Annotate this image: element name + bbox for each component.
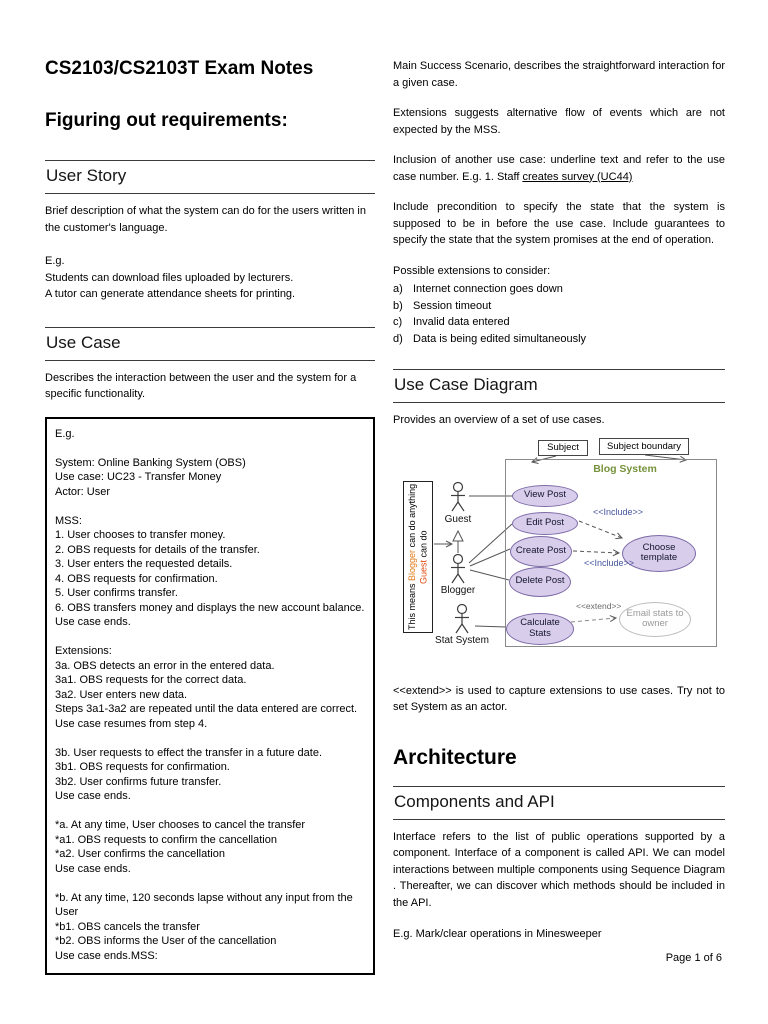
use-case-example-box xyxy=(45,417,375,976)
usecase-oval-edit-post: Edit Post xyxy=(512,512,578,535)
components-api-body: Interface refers to the list of public operations supported by a component. Interface of a component is called API. We can model interactions between multiple components using Sequence Diagram . Thereafter, we can discover which methods should be included in the API. xyxy=(393,830,725,909)
user-story-example-2: A tutor can generate attendance sheets for printing. xyxy=(45,288,296,300)
use-case-example-line: Use case resumes from step 4. xyxy=(55,717,208,730)
use-case-example-line: System: Online Banking System (OBS) xyxy=(55,456,246,469)
inclusion-text: Inclusion of another use case: underline text and refer to the use case number. E.g. 1. Staff xyxy=(393,154,725,183)
use-case-example-line: 4. OBS requests for confirmation. xyxy=(55,572,218,585)
use-case-example-line: Use case ends.MSS: xyxy=(55,949,158,962)
use-case-section xyxy=(45,327,375,976)
use-case-example-line: 3. User enters the requested details. xyxy=(55,558,233,570)
use-case-example-line: Actor: User xyxy=(55,485,111,498)
left-column xyxy=(45,58,375,975)
use-case-diagram xyxy=(393,437,725,669)
subject-boundary-label-box: Subject boundary xyxy=(599,438,689,455)
use-case-example-line: Use case ends. xyxy=(55,862,131,875)
use-case-example-line: *b2. OBS informs the User of the cancellation xyxy=(55,935,277,947)
use-case-example-line: Extensions: xyxy=(55,645,112,657)
actor-label-blogger: Blogger xyxy=(440,584,476,596)
note-part-3: can do xyxy=(418,529,428,560)
actor-figure-stat-system xyxy=(455,604,469,633)
usecase-oval-view-post: View Post xyxy=(512,485,578,507)
divider xyxy=(393,819,725,820)
actor-label-guest: Guest xyxy=(444,513,472,525)
use-case-example-line: 5. User confirms transfer. xyxy=(55,587,178,599)
use-case-diagram-intro: Provides an overview of a set of use cases. xyxy=(393,414,605,426)
use-case-example-line xyxy=(55,804,365,819)
use-case-example-line: 3a1. OBS requests for the correct data. xyxy=(55,674,247,686)
include-stereotype-label-1: <<Include>> xyxy=(593,506,644,517)
document-title: CS2103/CS2103T Exam Notes xyxy=(45,58,314,79)
list-item-text: Internet connection goes down xyxy=(413,283,563,295)
usecase-oval-create-post: Create Post xyxy=(510,536,572,567)
divider xyxy=(393,402,725,403)
list-item xyxy=(393,298,725,315)
use-case-example-line: *b1. OBS cancels the transfer xyxy=(55,920,200,933)
list-item xyxy=(393,331,725,348)
use-case-example-line xyxy=(55,441,365,456)
actor-figure-guest xyxy=(451,482,465,511)
use-case-example-line: 2. OBS requests for details of the transfer. xyxy=(55,543,260,556)
divider xyxy=(45,360,375,361)
list-item-text: Invalid data entered xyxy=(413,316,510,328)
two-column-layout xyxy=(45,58,725,975)
use-case-example-line: *a. At any time, User chooses to cancel the transfer xyxy=(55,819,306,831)
use-case-body: Describes the interaction between the user and the system for a specific functionality. xyxy=(45,371,357,400)
paragraph-mss: Main Success Scenario, describes the straightforward interaction for a given case. xyxy=(393,60,725,89)
use-case-example-line: 3b2. User confirms future transfer. xyxy=(55,775,222,788)
system-name-label: Blog System xyxy=(593,462,657,475)
divider xyxy=(45,193,375,194)
use-case-diagram-section xyxy=(393,369,725,716)
include-stereotype-label-2: <<Include>> xyxy=(584,557,635,568)
diagram-note-box xyxy=(403,481,433,633)
use-case-example-line xyxy=(55,731,365,746)
use-case-example-line: 3b1. OBS requests for confirmation. xyxy=(55,761,230,773)
section-heading-user-story: User Story xyxy=(46,166,127,185)
components-api-example: E.g. Mark/clear operations in Minesweeper xyxy=(393,928,602,940)
use-case-example-line: Steps 3a1-3a2 are repeated until the data entered are correct. xyxy=(55,703,358,715)
possible-extensions-list xyxy=(393,281,725,347)
use-case-example-line: Use case ends. xyxy=(55,616,131,628)
generalization-arrowhead xyxy=(453,531,463,541)
user-story-example-1: Students can download files uploaded by lecturers. xyxy=(45,271,294,284)
section-heading-use-case-diagram: Use Case Diagram xyxy=(394,375,538,394)
use-case-example-line: 1. User chooses to transfer money. xyxy=(55,529,226,541)
use-case-example-line: *a1. OBS requests to confirm the cancellation xyxy=(55,833,277,846)
use-case-example-line xyxy=(55,876,365,891)
use-case-example-line xyxy=(55,630,365,645)
usecase-oval-email-stats: Email stats to owner xyxy=(619,602,691,637)
list-item xyxy=(393,314,725,331)
note-part-2: can do anything xyxy=(406,483,417,550)
list-item-marker: b) xyxy=(393,299,403,312)
paragraph-precondition: Include precondition to specify the state that the system is supposed to be in before the use case. Include guarantees to specify the state that the system promises at the end of operation. xyxy=(393,201,725,246)
use-case-example-line: E.g. xyxy=(55,427,75,440)
inclusion-underlined-reference: creates survey (UC44) xyxy=(522,170,633,183)
extend-explanation: <<extend>> is used to capture extensions to use cases. Try not to set System as an actor. xyxy=(393,684,725,713)
section-heading-components-api: Components and API xyxy=(394,791,555,811)
use-case-example-line xyxy=(55,499,365,514)
page-number: Page 1 of 6 xyxy=(665,952,722,964)
use-case-example-line: *a2. User confirms the cancellation xyxy=(55,848,225,860)
list-item-marker: a) xyxy=(393,283,403,295)
usecase-oval-choose-template: Choose template xyxy=(622,535,696,572)
note-guest-word: Guest xyxy=(418,559,428,584)
list-item-text: Data is being edited simultaneously xyxy=(413,332,587,345)
list-item-marker: c) xyxy=(393,316,403,328)
use-case-example-line: 6. OBS transfers money and displays the new account balance. xyxy=(55,601,365,614)
usecase-oval-calculate-stats: Calculate Stats xyxy=(506,613,574,645)
extend-stereotype-label: <<extend>> xyxy=(576,600,622,611)
user-story-example-label: E.g. xyxy=(45,255,65,267)
note-blogger-word: Blogger xyxy=(406,549,417,581)
actor-figure-blogger xyxy=(451,554,465,583)
use-case-example-line: 3b. User requests to effect the transfer in a future date. xyxy=(55,746,323,759)
use-case-example-line: 3a2. User enters new data. xyxy=(55,688,188,701)
section-heading-use-case: Use Case xyxy=(46,332,121,352)
use-case-example-line: Use case: UC23 - Transfer Money xyxy=(55,471,222,483)
section-heading-architecture: Architecture xyxy=(393,745,517,769)
paragraph-inclusion xyxy=(393,152,725,185)
possible-extensions-intro: Possible extensions to consider: xyxy=(393,264,551,277)
list-item-marker: d) xyxy=(393,332,403,345)
document-subtitle: Figuring out requirements: xyxy=(45,110,288,131)
use-case-example-line: *b. At any time, 120 seconds lapse without any input from the User xyxy=(55,891,353,918)
user-story-body: Brief description of what the system can do for the users written in the customer's language. xyxy=(45,205,366,234)
actor-label-stat-system: Stat System xyxy=(435,634,489,646)
use-case-example-line: Use case ends. xyxy=(55,790,131,802)
list-item xyxy=(393,281,725,298)
list-item-text: Session timeout xyxy=(413,299,492,312)
usecase-oval-delete-post: Delete Post xyxy=(509,567,571,597)
subject-label-box: Subject xyxy=(538,440,588,456)
use-case-example-line: MSS: xyxy=(55,514,82,527)
use-case-example-line: 3a. OBS detects an error in the entered data. xyxy=(55,659,275,672)
diagram-note-text xyxy=(407,482,430,632)
note-part-1: This means xyxy=(406,580,417,630)
right-column xyxy=(393,58,725,975)
paragraph-extensions: Extensions suggests alternative flow of events which are not expected by the MSS. xyxy=(393,107,725,136)
